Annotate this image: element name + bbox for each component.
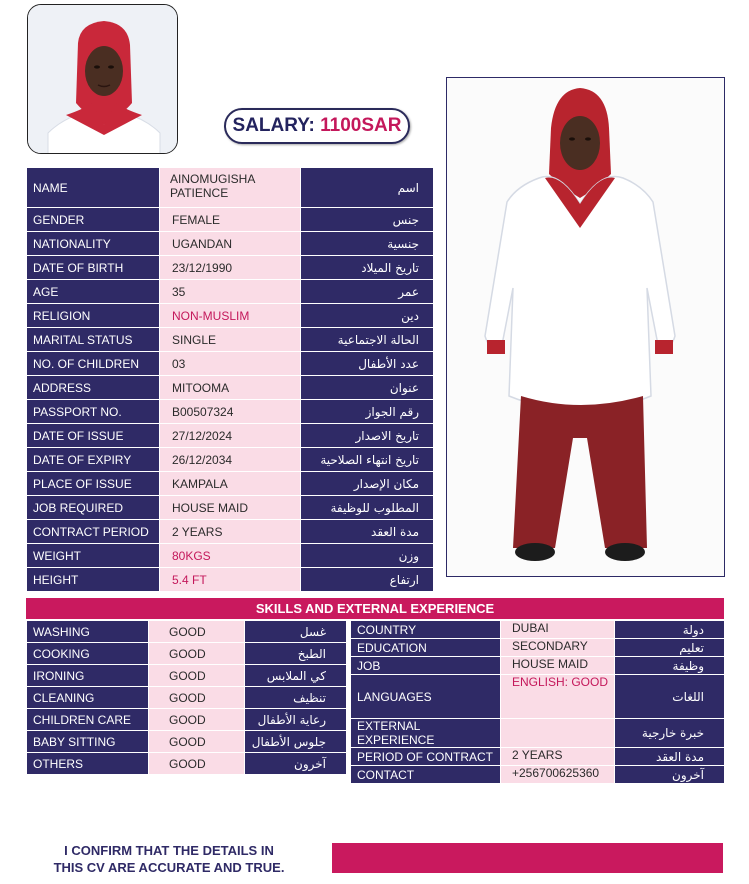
table-row xyxy=(351,748,725,766)
portrait-headshot-image xyxy=(28,5,178,154)
field-value: B00507324 xyxy=(160,400,301,424)
experience-label: PERIOD OF CONTRACT xyxy=(351,748,501,766)
skill-label-arabic: جلوس الأطفال xyxy=(245,731,347,753)
table-row xyxy=(27,643,347,665)
experience-label-arabic: تعليم xyxy=(615,639,725,657)
table-row xyxy=(27,753,347,775)
table-row xyxy=(27,731,347,753)
skill-label: WASHING xyxy=(27,621,149,643)
table-row xyxy=(27,687,347,709)
skills-section-header: SKILLS AND EXTERNAL EXPERIENCE xyxy=(26,598,724,619)
experience-label-arabic: مدة العقد xyxy=(615,748,725,766)
table-row xyxy=(27,665,347,687)
experience-value: +256700625360 xyxy=(501,766,615,784)
skill-label-arabic: رعاية الأطفال xyxy=(245,709,347,731)
field-label-arabic: تاريخ الميلاد xyxy=(301,256,434,280)
field-label: JOB REQUIRED xyxy=(27,496,160,520)
skill-label: OTHERS xyxy=(27,753,149,775)
field-label-arabic: ارتفاع xyxy=(301,568,434,592)
table-row xyxy=(27,544,434,568)
experience-label-arabic: اللغات xyxy=(615,675,725,719)
signature-bar xyxy=(332,843,723,873)
field-value: 26/12/2034 xyxy=(160,448,301,472)
field-value: UGANDAN xyxy=(160,232,301,256)
field-value: HOUSE MAID xyxy=(160,496,301,520)
table-row xyxy=(27,376,434,400)
table-row xyxy=(351,766,725,784)
experience-label-arabic: وظيفة xyxy=(615,657,725,675)
field-label-arabic: تاريخ الاصدار xyxy=(301,424,434,448)
table-row xyxy=(351,657,725,675)
field-label: PLACE OF ISSUE xyxy=(27,472,160,496)
field-label-arabic: وزن xyxy=(301,544,434,568)
portrait-photo-full xyxy=(446,77,725,577)
table-row xyxy=(27,448,434,472)
field-value: 27/12/2024 xyxy=(160,424,301,448)
skill-label-arabic: غسل xyxy=(245,621,347,643)
field-label: DATE OF EXPIRY xyxy=(27,448,160,472)
skill-value: GOOD xyxy=(149,643,245,665)
field-value: FEMALE xyxy=(160,208,301,232)
field-label-arabic: جنس xyxy=(301,208,434,232)
field-label: AGE xyxy=(27,280,160,304)
field-label-arabic: مدة العقد xyxy=(301,520,434,544)
field-label: WEIGHT xyxy=(27,544,160,568)
table-row xyxy=(27,280,434,304)
field-label: NAME xyxy=(27,168,160,208)
field-label-arabic: دين xyxy=(301,304,434,328)
experience-value: SECONDARY xyxy=(501,639,615,657)
field-label-arabic: تاريخ انتهاء الصلاحية xyxy=(301,448,434,472)
skill-value: GOOD xyxy=(149,687,245,709)
salary-label: SALARY: xyxy=(232,115,315,136)
confirmation-line-1: I CONFIRM THAT THE DETAILS IN xyxy=(64,843,274,858)
experience-value: ENGLISH: GOOD xyxy=(501,675,615,719)
experience-value: 2 YEARS xyxy=(501,748,615,766)
experience-value xyxy=(501,719,615,748)
table-row xyxy=(351,719,725,748)
table-row xyxy=(27,709,347,731)
field-label: DATE OF BIRTH xyxy=(27,256,160,280)
skill-label: IRONING xyxy=(27,665,149,687)
field-label-arabic: عدد الأطفال xyxy=(301,352,434,376)
table-row xyxy=(27,304,434,328)
field-value: MITOOMA xyxy=(160,376,301,400)
salary-badge xyxy=(224,108,410,144)
field-value: AINOMUGISHA PATIENCE xyxy=(160,168,301,208)
confirmation-statement xyxy=(30,842,308,876)
personal-details-table xyxy=(26,167,434,592)
skill-label-arabic: الطبخ xyxy=(245,643,347,665)
skill-label: CLEANING xyxy=(27,687,149,709)
field-label: RELIGION xyxy=(27,304,160,328)
table-row xyxy=(27,208,434,232)
table-row xyxy=(27,256,434,280)
field-label-arabic: جنسية xyxy=(301,232,434,256)
experience-label: LANGUAGES xyxy=(351,675,501,719)
table-row xyxy=(27,232,434,256)
skills-table xyxy=(26,620,347,775)
skill-label: CHILDREN CARE xyxy=(27,709,149,731)
field-label-arabic: رقم الجواز xyxy=(301,400,434,424)
full-body-image xyxy=(447,78,725,577)
experience-label-arabic: دولة xyxy=(615,621,725,639)
skill-label-arabic: تنظيف xyxy=(245,687,347,709)
field-value: 80KGS xyxy=(160,544,301,568)
experience-label: EDUCATION xyxy=(351,639,501,657)
field-label: CONTRACT PERIOD xyxy=(27,520,160,544)
table-row xyxy=(27,496,434,520)
field-value: KAMPALA xyxy=(160,472,301,496)
confirmation-line-2: THIS CV ARE ACCURATE AND TRUE. xyxy=(53,860,285,875)
field-label: MARITAL STATUS xyxy=(27,328,160,352)
experience-label-arabic: آخرون xyxy=(615,766,725,784)
experience-label: CONTACT xyxy=(351,766,501,784)
salary-value: 1100SAR xyxy=(320,115,402,136)
field-label: PASSPORT NO. xyxy=(27,400,160,424)
field-label: HEIGHT xyxy=(27,568,160,592)
skill-value: GOOD xyxy=(149,621,245,643)
table-row xyxy=(27,400,434,424)
table-row xyxy=(27,328,434,352)
skill-value: GOOD xyxy=(149,665,245,687)
portrait-photo-small xyxy=(27,4,178,154)
table-row xyxy=(27,568,434,592)
field-value: 5.4 FT xyxy=(160,568,301,592)
experience-label: EXTERNAL EXPERIENCE xyxy=(351,719,501,748)
skill-value: GOOD xyxy=(149,731,245,753)
experience-label: JOB xyxy=(351,657,501,675)
experience-label: COUNTRY xyxy=(351,621,501,639)
field-label-arabic: الحالة الاجتماعية xyxy=(301,328,434,352)
experience-value: HOUSE MAID xyxy=(501,657,615,675)
table-row xyxy=(351,639,725,657)
field-label: GENDER xyxy=(27,208,160,232)
table-row xyxy=(27,520,434,544)
field-label-arabic: عمر xyxy=(301,280,434,304)
table-row xyxy=(351,621,725,639)
table-row xyxy=(27,472,434,496)
table-row xyxy=(27,168,434,208)
field-label: DATE OF ISSUE xyxy=(27,424,160,448)
field-value: 35 xyxy=(160,280,301,304)
field-label: NO. OF CHILDREN xyxy=(27,352,160,376)
skill-value: GOOD xyxy=(149,753,245,775)
field-value: 03 xyxy=(160,352,301,376)
table-row xyxy=(351,675,725,719)
table-row xyxy=(27,621,347,643)
field-value: NON-MUSLIM xyxy=(160,304,301,328)
field-value: 23/12/1990 xyxy=(160,256,301,280)
field-label: NATIONALITY xyxy=(27,232,160,256)
skill-value: GOOD xyxy=(149,709,245,731)
table-row xyxy=(27,424,434,448)
field-label-arabic: المطلوب للوظيفة xyxy=(301,496,434,520)
field-label-arabic: عنوان xyxy=(301,376,434,400)
experience-table xyxy=(350,620,725,784)
skill-label: BABY SITTING xyxy=(27,731,149,753)
skill-label: COOKING xyxy=(27,643,149,665)
skill-label-arabic: كي الملابس xyxy=(245,665,347,687)
field-value: 2 YEARS xyxy=(160,520,301,544)
field-label: ADDRESS xyxy=(27,376,160,400)
field-label-arabic: مكان الإصدار xyxy=(301,472,434,496)
skill-label-arabic: آخرون xyxy=(245,753,347,775)
table-row xyxy=(27,352,434,376)
experience-value: DUBAI xyxy=(501,621,615,639)
field-label-arabic: اسم xyxy=(301,168,434,208)
experience-label-arabic: خبرة خارجية xyxy=(615,719,725,748)
field-value: SINGLE xyxy=(160,328,301,352)
